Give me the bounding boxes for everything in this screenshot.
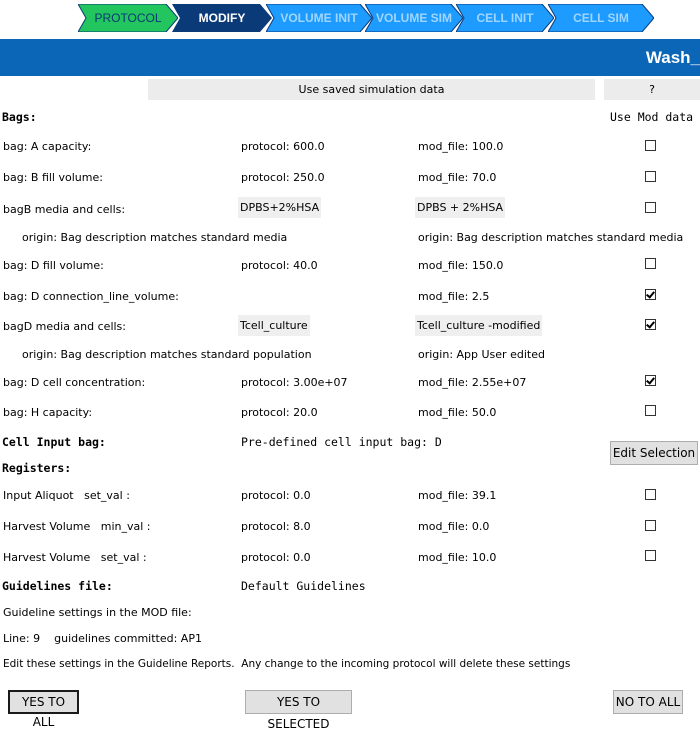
input-aliquot-mod: mod_file: 39.1 bbox=[418, 489, 497, 502]
registers-heading: Registers: bbox=[2, 461, 72, 475]
bag-d-cell-concentration-label: bag: D cell concentration: bbox=[3, 376, 146, 389]
step-cell-sim[interactable] bbox=[548, 4, 654, 32]
step-label: VOLUME INIT bbox=[280, 11, 358, 25]
yes-to-selected-button[interactable]: YES TO SELECTED bbox=[245, 690, 352, 714]
title-bar bbox=[0, 39, 700, 76]
bag-b-fill-volume-checkbox[interactable] bbox=[645, 171, 656, 182]
bag-b-fill-volume-protocol: protocol: 250.0 bbox=[241, 171, 325, 184]
bag-b-media-label: bagB media and cells: bbox=[3, 203, 126, 216]
step-label: VOLUME SIM bbox=[375, 11, 452, 25]
harvest-set-protocol: protocol: 0.0 bbox=[241, 551, 311, 564]
bag-d-cell-concentration-checkbox[interactable] bbox=[645, 375, 656, 386]
no-to-all-button[interactable]: NO TO ALL bbox=[613, 690, 683, 714]
input-aliquot-checkbox[interactable] bbox=[645, 489, 656, 500]
harvest-set-label: Harvest Volume set_val : bbox=[3, 551, 147, 564]
input-aliquot-protocol: protocol: 0.0 bbox=[241, 489, 311, 502]
bag-d-media-protocol-field: Tcell_culture bbox=[238, 315, 310, 336]
bag-b-fill-volume-label: bag: B fill volume: bbox=[3, 171, 103, 184]
bag-h-capacity-checkbox[interactable] bbox=[645, 405, 656, 416]
step-modify[interactable] bbox=[172, 4, 272, 32]
bag-d-fill-volume-protocol: protocol: 40.0 bbox=[241, 259, 318, 272]
harvest-set-mod: mod_file: 10.0 bbox=[418, 551, 497, 564]
bag-a-capacity-protocol: protocol: 600.0 bbox=[241, 140, 325, 153]
page-title: Wash_ bbox=[645, 48, 700, 67]
cell-input-value: Pre-defined cell input bag: D bbox=[241, 435, 442, 449]
help-button[interactable]: ? bbox=[604, 79, 700, 100]
guideline-settings-line: Guideline settings in the MOD file: bbox=[3, 606, 192, 619]
bag-d-fill-volume-checkbox[interactable] bbox=[645, 258, 656, 269]
step-volume-init[interactable] bbox=[266, 4, 372, 32]
bag-d-connection-line-mod: mod_file: 2.5 bbox=[418, 290, 490, 303]
workflow-steps bbox=[0, 0, 700, 38]
guidelines-heading: Guidelines file: bbox=[2, 579, 113, 593]
bag-b-media-checkbox[interactable] bbox=[645, 202, 656, 213]
bag-d-origin-protocol: origin: Bag description matches standard population bbox=[22, 348, 312, 361]
use-mod-data-header: Use Mod data bbox=[610, 110, 694, 124]
harvest-min-label: Harvest Volume min_val : bbox=[3, 520, 151, 533]
bag-b-fill-volume-mod: mod_file: 70.0 bbox=[418, 171, 497, 184]
bag-a-capacity-label: bag: A capacity: bbox=[3, 140, 92, 153]
step-label: PROTOCOL bbox=[94, 11, 162, 25]
bag-b-origin-protocol: origin: Bag description matches standard media bbox=[22, 231, 288, 244]
harvest-min-mod: mod_file: 0.0 bbox=[418, 520, 490, 533]
harvest-min-checkbox[interactable] bbox=[645, 520, 656, 531]
guidelines-value: Default Guidelines bbox=[241, 579, 366, 593]
bag-d-origin-mod: origin: App User edited bbox=[418, 348, 545, 361]
bag-h-capacity-label: bag: H capacity: bbox=[3, 406, 93, 419]
step-label: CELL INIT bbox=[476, 11, 534, 25]
input-aliquot-label: Input Aliquot set_val : bbox=[3, 489, 130, 502]
bag-a-capacity-checkbox[interactable] bbox=[645, 140, 656, 151]
edit-selection-button[interactable]: Edit Selection bbox=[610, 441, 698, 465]
bag-b-origin-mod: origin: Bag description matches standard media bbox=[418, 231, 684, 244]
bag-d-cell-concentration-mod: mod_file: 2.55e+07 bbox=[418, 376, 527, 389]
bag-a-capacity-mod: mod_file: 100.0 bbox=[418, 140, 504, 153]
bag-d-fill-volume-label: bag: D fill volume: bbox=[3, 259, 104, 272]
guideline-edit-note: Edit these settings in the Guideline Reports. Any change to the incoming protocol will delete these settings bbox=[3, 658, 571, 670]
step-cell-init[interactable] bbox=[456, 4, 554, 32]
bag-h-capacity-protocol: protocol: 20.0 bbox=[241, 406, 318, 419]
cell-input-heading: Cell Input bag: bbox=[2, 435, 106, 449]
bag-d-connection-line-label: bag: D connection_line_volume: bbox=[3, 290, 179, 303]
bag-d-connection-line-checkbox[interactable] bbox=[645, 289, 656, 300]
step-protocol[interactable] bbox=[78, 4, 178, 32]
bag-d-cell-concentration-protocol: protocol: 3.00e+07 bbox=[241, 376, 348, 389]
bag-d-media-mod-field: Tcell_culture -modified bbox=[415, 315, 542, 336]
guideline-committed-line: Line: 9 guidelines committed: AP1 bbox=[3, 632, 202, 645]
use-saved-simulation-button[interactable]: Use saved simulation data bbox=[148, 79, 595, 100]
bags-heading: Bags: bbox=[2, 110, 37, 124]
bag-d-media-checkbox[interactable] bbox=[645, 319, 656, 330]
bag-d-fill-volume-mod: mod_file: 150.0 bbox=[418, 259, 504, 272]
harvest-min-protocol: protocol: 8.0 bbox=[241, 520, 311, 533]
bag-b-media-protocol-field: DPBS+2%HSA bbox=[238, 197, 321, 218]
bag-b-media-mod-field: DPBS + 2%HSA bbox=[415, 197, 505, 218]
bag-d-media-label: bagD media and cells: bbox=[3, 320, 126, 333]
step-volume-sim[interactable] bbox=[365, 4, 463, 32]
bag-h-capacity-mod: mod_file: 50.0 bbox=[418, 406, 497, 419]
step-label: MODIFY bbox=[198, 11, 246, 25]
yes-to-all-button[interactable]: YES TO ALL bbox=[8, 690, 79, 714]
harvest-set-checkbox[interactable] bbox=[645, 550, 656, 561]
step-label: CELL SIM bbox=[573, 11, 629, 25]
